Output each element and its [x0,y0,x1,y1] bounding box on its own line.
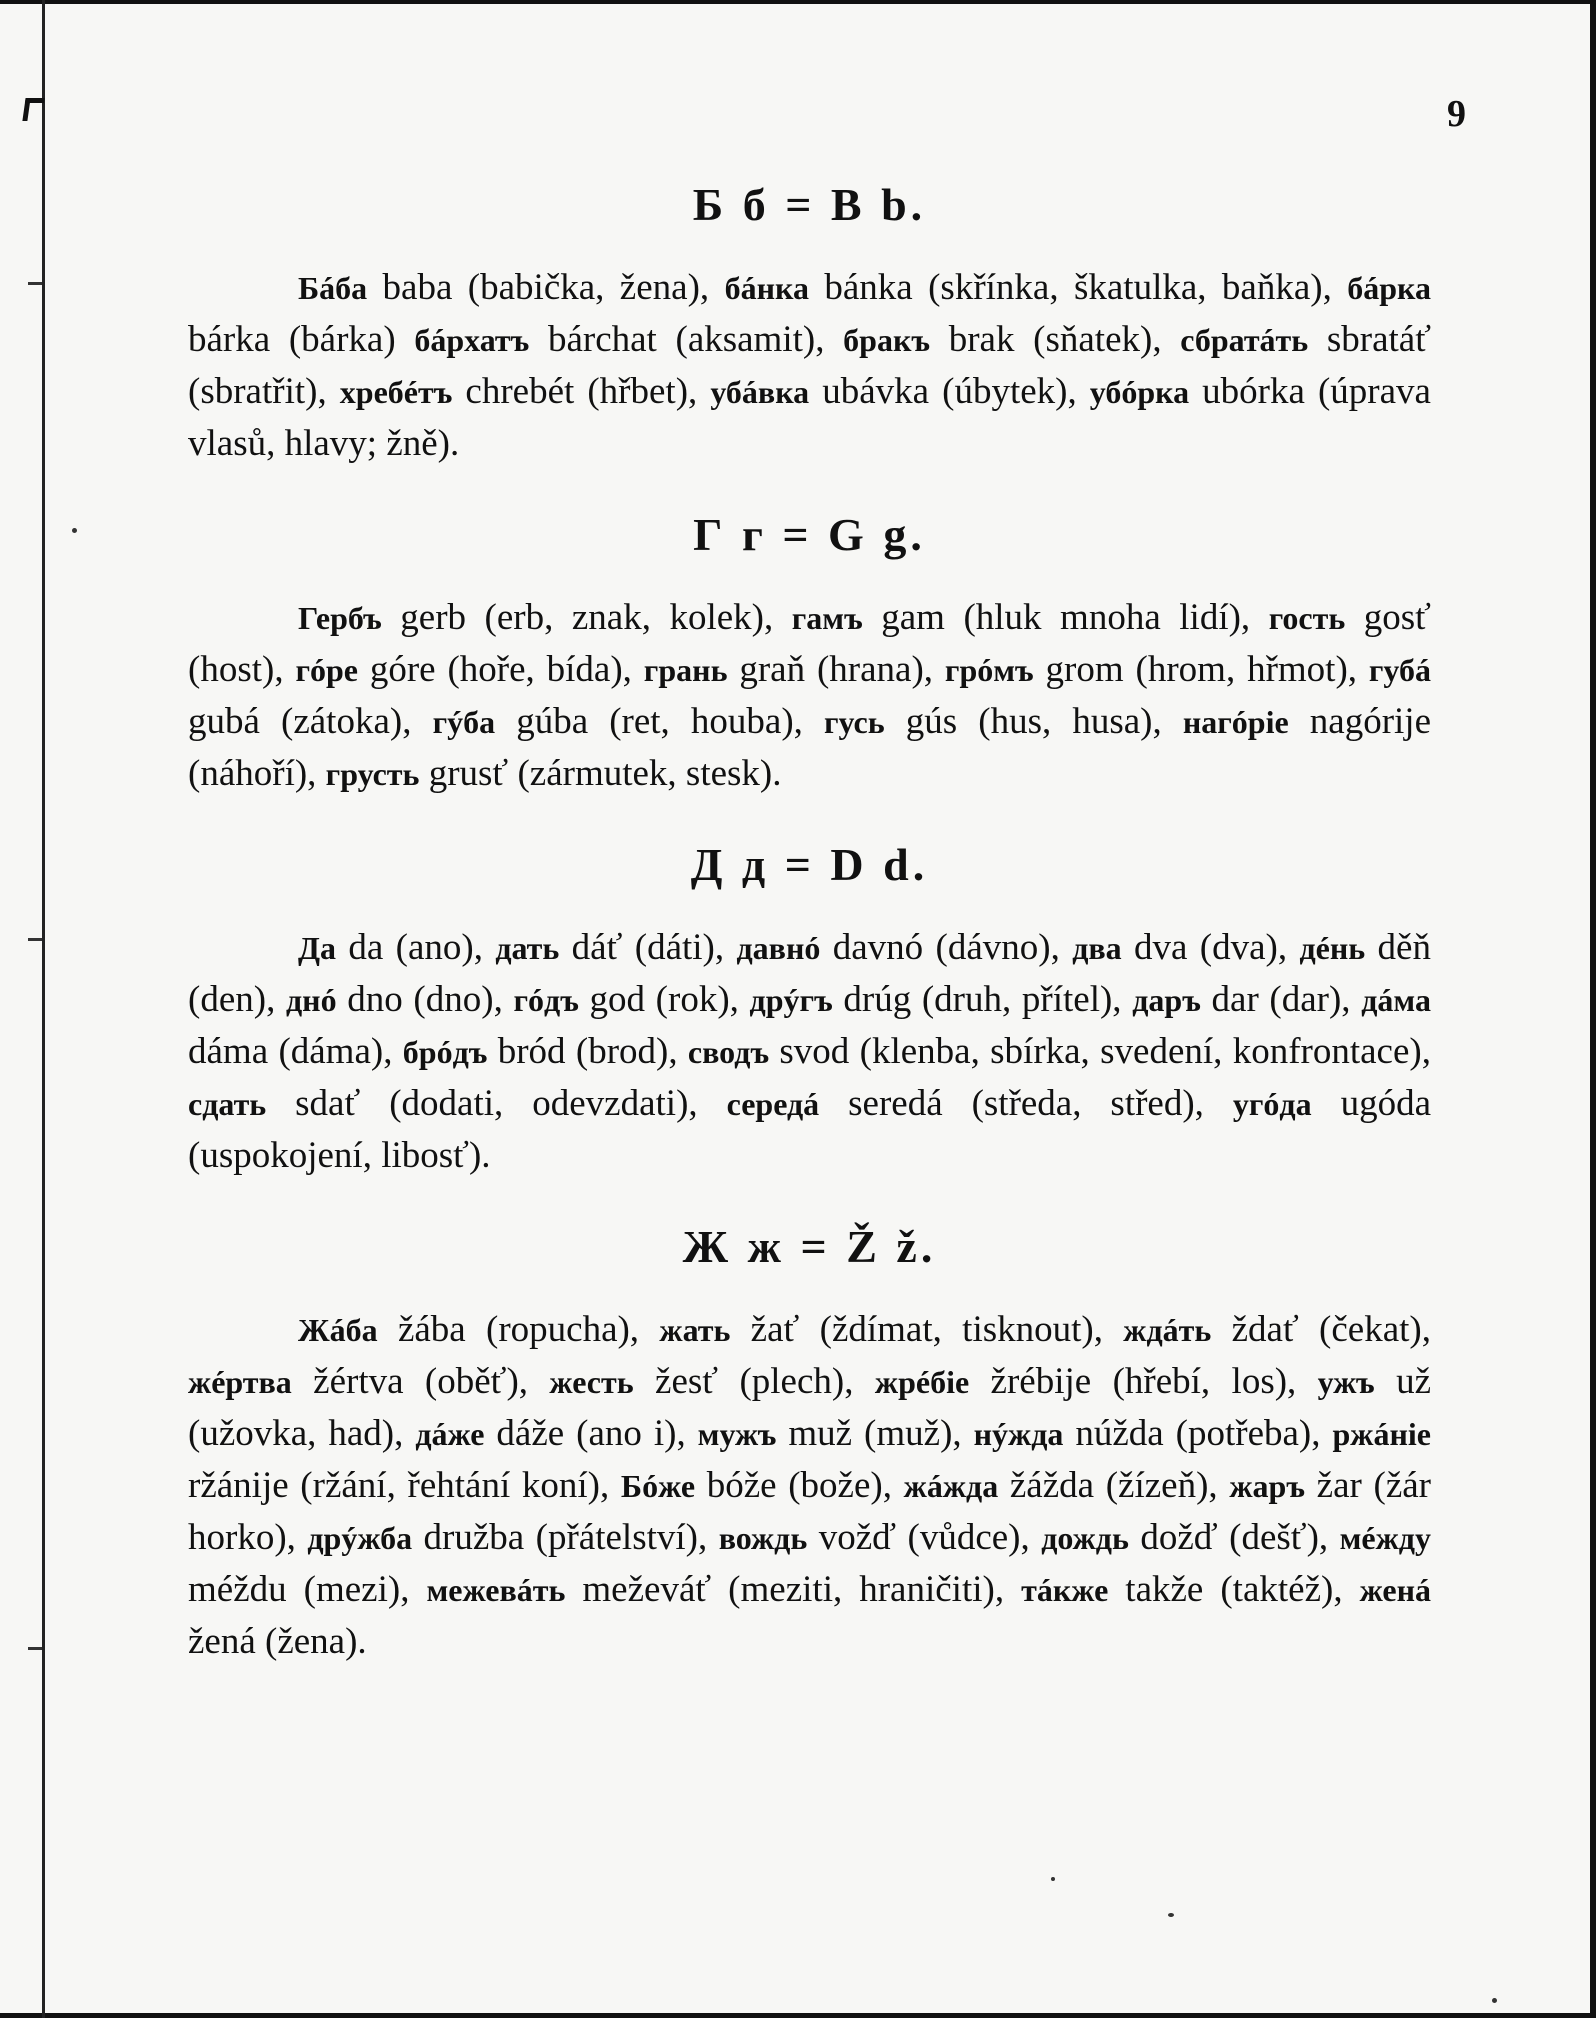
cyrillic-word: ждáть [1123,1312,1212,1348]
section-heading: Д д = D d. [690,839,929,890]
transliteration-and-meaning: grusť (zármutek, stesk). [419,753,782,794]
transliteration-and-meaning: baba (babička, žena), [367,267,725,308]
cyrillic-word: ужъ [1317,1364,1375,1400]
transliteration-and-meaning: ždať (čekat), [1211,1309,1441,1350]
vocabulary-entry [1072,927,1299,968]
cyrillic-word: бáрхатъ [414,322,530,358]
cyrillic-word: дрýгъ [749,982,833,1018]
transliteration-and-meaning: drúg (druh, přítel), [832,979,1133,1020]
vocabulary-entry [286,979,514,1020]
scan-speck [1492,1998,1497,2003]
letter-section [188,179,1441,470]
vocabulary-entry [974,1413,1333,1454]
vocabulary-entry [719,1517,1042,1558]
section-heading: Ж ж = Ž ž. [682,1221,937,1272]
transliteration-and-meaning: seredá (středa, střed), [819,1083,1233,1124]
letter-section [188,1221,1441,1668]
vocabulary-entry [549,1361,874,1402]
cyrillic-word: ржáніе [1332,1416,1431,1452]
scan-speck [1168,1913,1174,1917]
vocabulary-entry [710,371,1089,412]
transliteration-and-meaning: god (rok), [578,979,750,1020]
vocabulary-entry [792,597,1269,638]
vocabulary-paragraph [188,922,1441,1182]
transliteration-and-meaning: gubá (zátoka), [188,649,1441,742]
section-heading: Г г = G g. [693,509,926,560]
page-number: 9 [1447,93,1466,135]
transliteration-and-meaning: žesť (plech), [633,1361,875,1402]
cyrillic-word: бáрка [1347,270,1431,306]
vocabulary-entry [875,1361,1318,1402]
vocabulary-paragraph [188,262,1441,470]
transliteration-and-meaning: sdať (dodati, odevzdati), [266,1083,727,1124]
transliteration-and-meaning: žrébije (hřebí, los), [969,1361,1318,1402]
cyrillic-word: сводъ [687,1034,770,1070]
transliteration-and-meaning: graň (hrana), [727,649,945,690]
vocabulary-entry [188,1361,549,1402]
cyrillic-word: грань [643,652,728,688]
vocabulary-entry [750,979,1133,1020]
section-heading: Б б = B b. [692,179,927,230]
binding-notch-mark [22,98,44,121]
letter-section [188,509,1441,800]
vocabulary-entry [298,1309,659,1350]
cyrillic-word: грóмъ [944,652,1034,688]
cyrillic-word: мужъ [697,1416,777,1452]
cyrillic-word: угóда [1232,1086,1312,1122]
transliteration-and-meaning: bóže (bože), [695,1465,904,1506]
cyrillic-word: грусть [325,756,420,792]
transliteration-and-meaning: nagórije (náhoří), [188,701,1441,794]
cyrillic-word: женá [1359,1572,1432,1608]
cyrillic-word: даръ [1132,982,1201,1018]
vocabulary-entry [295,649,643,690]
transliteration-and-meaning: gam (hluk mnoha lidí), [862,597,1269,638]
vocabulary-entry [513,979,749,1020]
cyrillic-word: дéнь [1299,930,1366,966]
cyrillic-word: гýба [432,704,496,740]
vocabulary-entry [298,597,792,638]
cyrillic-word: дрýжба [307,1520,413,1556]
transliteration-and-meaning: žar (žár horko), [188,1465,1441,1558]
transliteration-and-meaning: chrebét (hřbet), [452,371,711,412]
transliteration-and-meaning: ubávka (úbytek), [809,371,1090,412]
vocabulary-entry [727,1083,1233,1124]
cyrillic-word: жáжда [903,1468,999,1504]
cyrillic-word: Бóже [620,1468,696,1504]
cyrillic-word: мéжду [1339,1520,1431,1556]
cyrillic-word: гусь [824,704,885,740]
cyrillic-word: бáнка [724,270,809,306]
cyrillic-word: дать [495,930,560,966]
cyrillic-word: жесть [549,1364,634,1400]
gutter-mark [28,938,42,941]
transliteration-and-meaning: svod (klenba, sbírka, svedení, konfrontace), [769,1031,1441,1072]
cyrillic-word: межевáть [426,1572,566,1608]
letter-section [188,839,1441,1182]
transliteration-and-meaning: davnó (dávno), [820,927,1073,968]
cyrillic-word: Бáба [298,270,368,306]
vocabulary-entry [1021,1569,1359,1610]
vocabulary-entry [725,267,1348,308]
vocabulary-entry [298,927,495,968]
cyrillic-word: два [1072,930,1122,966]
cyrillic-word: жрéбіе [874,1364,970,1400]
cyrillic-word: днó [285,982,337,1018]
cyrillic-word: давнó [736,930,821,966]
vocabulary-entry [843,319,1180,360]
transliteration-and-meaning: brak (sňatek), [930,319,1181,360]
vocabulary-entry [403,1031,688,1072]
vocabulary-entry [659,1309,1123,1350]
vocabulary-entry [1123,1309,1440,1350]
cyrillic-word: жать [659,1312,731,1348]
scan-speck [72,528,77,533]
vocabulary-entry [824,701,1183,742]
page-body [188,179,1441,1710]
cyrillic-word: Да [298,930,337,966]
cyrillic-word: вождь [718,1520,808,1556]
cyrillic-word: дождь [1041,1520,1129,1556]
vocabulary-paragraph [188,1304,1441,1668]
vocabulary-entry [621,1465,904,1506]
transliteration-and-meaning: dáť (dáti), [559,927,737,968]
transliteration-and-meaning: gúba (ret, houba), [495,701,824,742]
cyrillic-word: гóдъ [513,982,579,1018]
vocabulary-entry [736,927,1072,968]
transliteration-and-meaning: dno (dno), [336,979,514,1020]
transliteration-and-meaning: takže (taktéž), [1108,1569,1360,1610]
transliteration-and-meaning: núžda (potřeba), [1063,1413,1333,1454]
transliteration-and-meaning: vožď (vůdce), [807,1517,1042,1558]
vocabulary-entry [904,1465,1230,1506]
transliteration-and-meaning: góre (hoře, bída), [357,649,644,690]
transliteration-and-meaning: méždu (mezi), [188,1517,1441,1610]
cyrillic-word: хребéтъ [339,374,453,410]
vocabulary-entry [688,1031,1440,1072]
transliteration-and-meaning: ugóda (uspokojení, libosť). [188,1083,1441,1176]
transliteration-and-meaning: ržánije (ržání, řehtání koní), [188,1413,1441,1506]
vocabulary-entry [698,1413,974,1454]
cyrillic-word: губá [1368,652,1431,688]
gutter-mark [28,1647,42,1650]
transliteration-and-meaning: da (ano), [336,927,496,968]
transliteration-and-meaning: žážda (žízeň), [998,1465,1230,1506]
cyrillic-word: убóрка [1089,374,1190,410]
cyrillic-word: нагóріе [1182,704,1289,740]
cyrillic-word: гóре [295,652,358,688]
transliteration-and-meaning: dáma (dáma), [188,979,1441,1072]
cyrillic-word: тáкже [1021,1572,1109,1608]
vocabulary-entry [945,649,1369,690]
vocabulary-entry [433,701,824,742]
binding-gutter-line [42,0,45,2018]
vocabulary-entry [298,267,725,308]
vocabulary-paragraph [188,592,1441,800]
transliteration-and-meaning: bárchat (aksamit), [529,319,844,360]
transliteration-and-meaning: sbratáť (sbratřit), [188,319,1441,412]
cyrillic-word: Жáба [298,1312,378,1348]
transliteration-and-meaning: dožď (dešť), [1128,1517,1340,1558]
cyrillic-word: убáвка [710,374,810,410]
transliteration-and-meaning: žená (žena). [188,1569,1441,1662]
vocabulary-entry [1132,979,1361,1020]
transliteration-and-meaning: ubórka (úprava vlasů, hlavy; žně). [188,371,1441,464]
transliteration-and-meaning: meževáť (meziti, hraničiti), [565,1569,1022,1610]
vocabulary-entry [340,371,711,412]
transliteration-and-meaning: gerb (erb, znak, kolek), [381,597,792,638]
transliteration-and-meaning: družba (přátelství), [412,1517,719,1558]
transliteration-and-meaning: bárka (bárka) [188,267,1441,360]
transliteration-and-meaning: dar (dar), [1200,979,1362,1020]
cyrillic-word: бракъ [843,322,931,358]
cyrillic-word: сдать [188,1086,267,1122]
cyrillic-word: нýжда [973,1416,1064,1452]
vocabulary-entry [188,1083,727,1124]
transliteration-and-meaning: žértva (oběť), [291,1361,550,1402]
transliteration-and-meaning: grom (hrom, hřmot), [1033,649,1369,690]
vocabulary-entry [326,753,782,794]
vocabulary-entry [307,1517,718,1558]
cyrillic-word: жаръ [1229,1468,1305,1504]
vocabulary-entry [495,927,736,968]
cyrillic-word: Гербъ [298,600,382,636]
cyrillic-word: сбратáть [1180,322,1309,358]
transliteration-and-meaning: bród (brod), [487,1031,688,1072]
cyrillic-word: гамъ [791,600,863,636]
transliteration-and-meaning: muž (muž), [776,1413,974,1454]
cyrillic-word: дáма [1361,982,1431,1018]
transliteration-and-meaning: už (užovka, had), [188,1361,1441,1454]
gutter-mark [28,282,42,285]
vocabulary-entry [644,649,945,690]
vocabulary-entry [415,1413,697,1454]
transliteration-and-meaning: děň (den), [188,927,1441,1020]
cyrillic-word: дáже [415,1416,485,1452]
transliteration-and-meaning: gús (hus, husa), [884,701,1183,742]
transliteration-and-meaning: dva (dva), [1121,927,1300,968]
transliteration-and-meaning: gosť (host), [188,597,1441,690]
cyrillic-word: середá [726,1086,820,1122]
transliteration-and-meaning: žať (ždímat, tisknout), [730,1309,1124,1350]
scan-speck [1051,1877,1055,1881]
vocabulary-entry [426,1569,1021,1610]
cyrillic-word: брóдъ [402,1034,488,1070]
cyrillic-word: жéртва [188,1364,292,1400]
transliteration-and-meaning: žába (ropucha), [377,1309,660,1350]
transliteration-and-meaning: bánka (skřínka, škatulka, baňka), [808,267,1348,308]
transliteration-and-meaning: dáže (ano i), [484,1413,698,1454]
vocabulary-entry [414,319,843,360]
vocabulary-entry [1041,1517,1339,1558]
cyrillic-word: гость [1268,600,1346,636]
